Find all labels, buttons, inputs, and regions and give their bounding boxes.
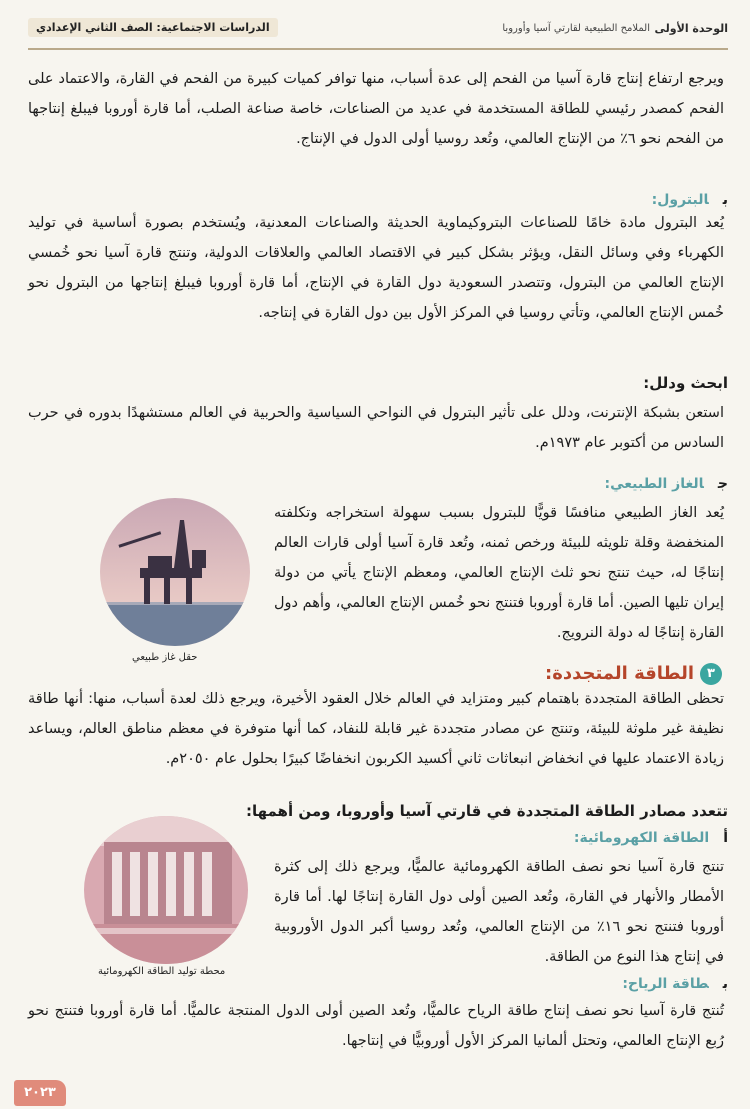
gas-field-photo (100, 498, 250, 646)
section-number-badge: ٣ (700, 663, 722, 685)
wind-title: طاقة الرياح: (622, 976, 709, 992)
gas-title: الغاز الطبيعي: (604, 476, 704, 492)
hydro-paragraph: تنتج قارة آسيا نحو نصف الطاقة الكهرومائية عالميًّا، ويرجع ذلك إلى كثرة الأمطار والأنهار في القارة، وتُعد الصين أولى دول القارة إنتاجًا لها. أما قارة أوروبا فتنتج نحو ١٦٪ من الإنتاج العالمي، وتُعد روسيا أكبر الدول الأوروبية في إنتاج هذا النوع من الطاقة. (274, 859, 724, 965)
renewable-paragraph: تحظى الطاقة المتجددة باهتمام كبير ومتزايد في العالم خلال العقود الأخيرة، ويرجع ذلك لعدة أسباب، منها: أنها طاقة نظيفة غير ملوثة للبيئة، وتنتج عن مصادر متجددة غير قابلة للنفاد، كما أنها متوفرة في معظم مناطق العالم، ويساعد زيادة الاعتماد عليها في انخفاض انبعاثات ثاني أكسيد الكربون انخفاضًا كبيرًا بحلول عام ٢٠٥٠م. (28, 691, 724, 767)
gas-photo-caption: حقل غاز طبيعي (132, 652, 198, 663)
gas-heading (605, 476, 729, 492)
hydro-station-photo (84, 816, 248, 964)
renewable-sources-heading: تتعدد مصادر الطاقة المتجددة في قارتي آسيا وأوروبا، ومن أهمها: (245, 802, 728, 820)
hydro-letter: أ (723, 830, 728, 846)
page-header (28, 18, 728, 46)
wind-paragraph: تُنتج قارة آسيا نحو نصف إنتاج طاقة الرياح عالميًّا، وتُعد الصين أولى الدول المنتجة عالميًّا. أما قارة أوروبا فتنتج نحو رُبع الإنتاج العالمي، وتحتل ألمانيا المركز الأول أوروبيًّا في إنتاجها. (28, 1003, 724, 1049)
oil-letter: ب (722, 192, 728, 208)
gas-paragraph: يُعد الغاز الطبيعي منافسًا قويًّا للبترول بسبب سهولة استخراجه وتكلفته المنخفضة وقلة تلويثه للبيئة ورخص ثمنه، وتُعد قارة آسيا أولى قارات العالم إنتاجًا له، حيث تنتج نحو ثلث الإنتاج العالمي، ومعظم الإنتاج يأتي من دولة إيران تليها الصين. أما قارة أوروبا فتنتج نحو خُمس الإنتاج العالمي، وأهم دول القارة إنتاجًا له دولة النرويج. (274, 505, 724, 641)
oil-heading (652, 192, 728, 208)
research-paragraph: استعن بشبكة الإنترنت، ودلل على تأثير البترول في النواحي السياسية والحربية في العالم مستشهدًا بدوره في حرب السادس من أكتوبر عام ١٩٧٣م. (28, 405, 724, 451)
research-heading: ابحث ودلل: (643, 374, 728, 392)
renewable-title: الطاقة المتجددة: (545, 663, 694, 684)
subject-label: الدراسات الاجتماعية: الصف الثاني الإعدادي (28, 18, 278, 37)
page-number: ٢٠٢٣ (14, 1080, 66, 1106)
oil-title: البترول: (651, 192, 709, 208)
hydro-heading (574, 830, 728, 846)
oil-paragraph: يُعد البترول مادة خامًا للصناعات البتروكيماوية الحديثة والصناعات المعدنية، ويُستخدم بصورة أساسية في توليد الكهرباء وفي وسائل النقل، ويؤثر بشكل كبير في الاقتصاد العالمي والعلاقات الدولية، وتنتج قارة آسيا نحو خُمسي الإنتاج العالمي من البترول، وتتصدر السعودية دول القارة في الإنتاج، أما قارة أوروبا فيبلغ إنتاجها من البترول نحو خُمس الإنتاج العالمي، وتأتي روسيا في المركز الأول بين دول القارة في إنتاجه. (28, 215, 724, 321)
renewable-heading (545, 663, 722, 685)
hydro-title: الطاقة الكهرومائية: (573, 830, 710, 846)
coal-paragraph: ويرجع ارتفاع إنتاج قارة آسيا من الفحم إلى عدة أسباب، منها توافر كميات كبيرة من الفحم في القارة، والاعتماد على الفحم كمصدر رئيسي للطاقة المستخدمة في عديد من الصناعات، خاصة صناعة الصلب، أما قارة أوروبا فيبلغ إنتاجها من الفحم نحو ٦٪ من الإنتاج العالمي، وتُعد روسيا أولى الدول في الإنتاج. (28, 71, 724, 147)
wind-heading (622, 976, 728, 992)
gas-letter: ج (717, 476, 728, 492)
offshore-rig-icon (100, 498, 250, 646)
dam-icon (84, 816, 248, 964)
wind-letter: ب (722, 976, 728, 992)
hydro-photo-caption: محطة توليد الطاقة الكهرومائية (98, 966, 226, 977)
header-divider (28, 48, 728, 50)
unit-label: الوحدة الأولى (654, 22, 728, 35)
lesson-label: الملامح الطبيعية لقارتي آسيا وأوروبا (502, 23, 650, 34)
